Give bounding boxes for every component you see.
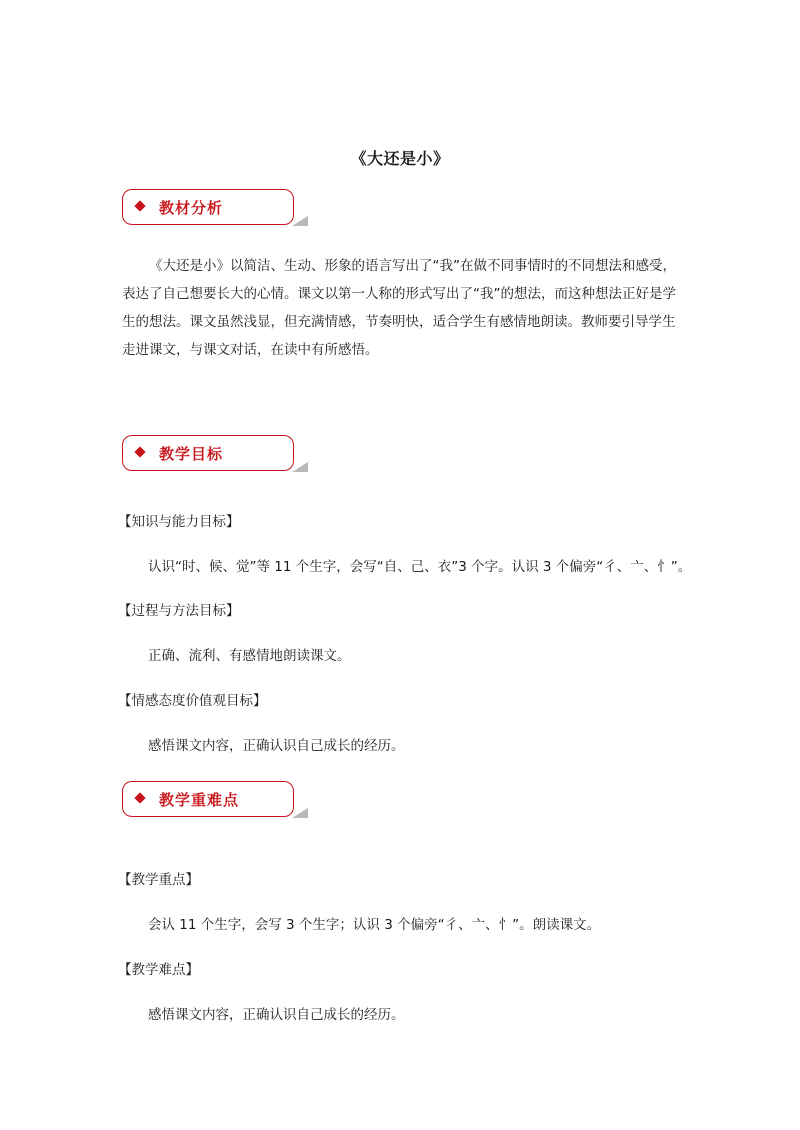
teaching-focus-heading: 【教学重点】 bbox=[118, 872, 199, 888]
section-header-analysis bbox=[122, 189, 294, 225]
analysis-paragraph: 《大还是小》以简洁、生动、形象的语言写出了“我”在做不同事情时的不同想法和感受，表达了自己想要长大的心情。课文以第一人称的形式写出了“我”的想法，而这种想法正好是学生的想法。课文虽然浅显，但充满情感，节奏明快，适合学生有感情地朗读。教师要引导学生走进课文，与课文对话，在读中有所感悟。 bbox=[122, 258, 676, 358]
process-objective-text: 正确、流利、有感情地朗读课文。 bbox=[148, 648, 351, 664]
section-header-shadow bbox=[292, 462, 308, 472]
diamond-bullet-icon bbox=[134, 200, 145, 211]
section-label: 教材分析 bbox=[159, 199, 224, 217]
teaching-difficulty-text: 感悟课文内容，正确认识自己成长的经历。 bbox=[148, 1007, 405, 1023]
document-title: 《大还是小》 bbox=[350, 149, 450, 168]
teaching-difficulty-heading: 【教学难点】 bbox=[118, 962, 199, 978]
teaching-focus-text: 会认 11 个生字，会写 3 个生字；认识 3 个偏旁“彳、亠、忄”。朗读课文。 bbox=[148, 917, 601, 933]
emotion-objective-heading: 【情感态度价值观目标】 bbox=[118, 693, 267, 709]
section-label: 教学目标 bbox=[159, 445, 224, 463]
section-header-shadow bbox=[292, 808, 308, 818]
emotion-objective-text: 感悟课文内容，正确认识自己成长的经历。 bbox=[148, 738, 405, 754]
diamond-bullet-icon bbox=[134, 792, 145, 803]
section-header-shadow bbox=[292, 216, 308, 226]
section-label: 教学重难点 bbox=[159, 791, 240, 809]
process-objective-heading: 【过程与方法目标】 bbox=[118, 603, 240, 619]
section-header-objectives bbox=[122, 435, 294, 471]
diamond-bullet-icon bbox=[134, 446, 145, 457]
knowledge-objective-heading: 【知识与能力目标】 bbox=[118, 514, 240, 530]
knowledge-objective-text: 认识“时、候、觉”等 11 个生字，会写“自、己、衣”3 个字。认识 3 个偏旁“彳、亠、忄”。 bbox=[148, 559, 692, 575]
section-header-key-points bbox=[122, 781, 294, 817]
